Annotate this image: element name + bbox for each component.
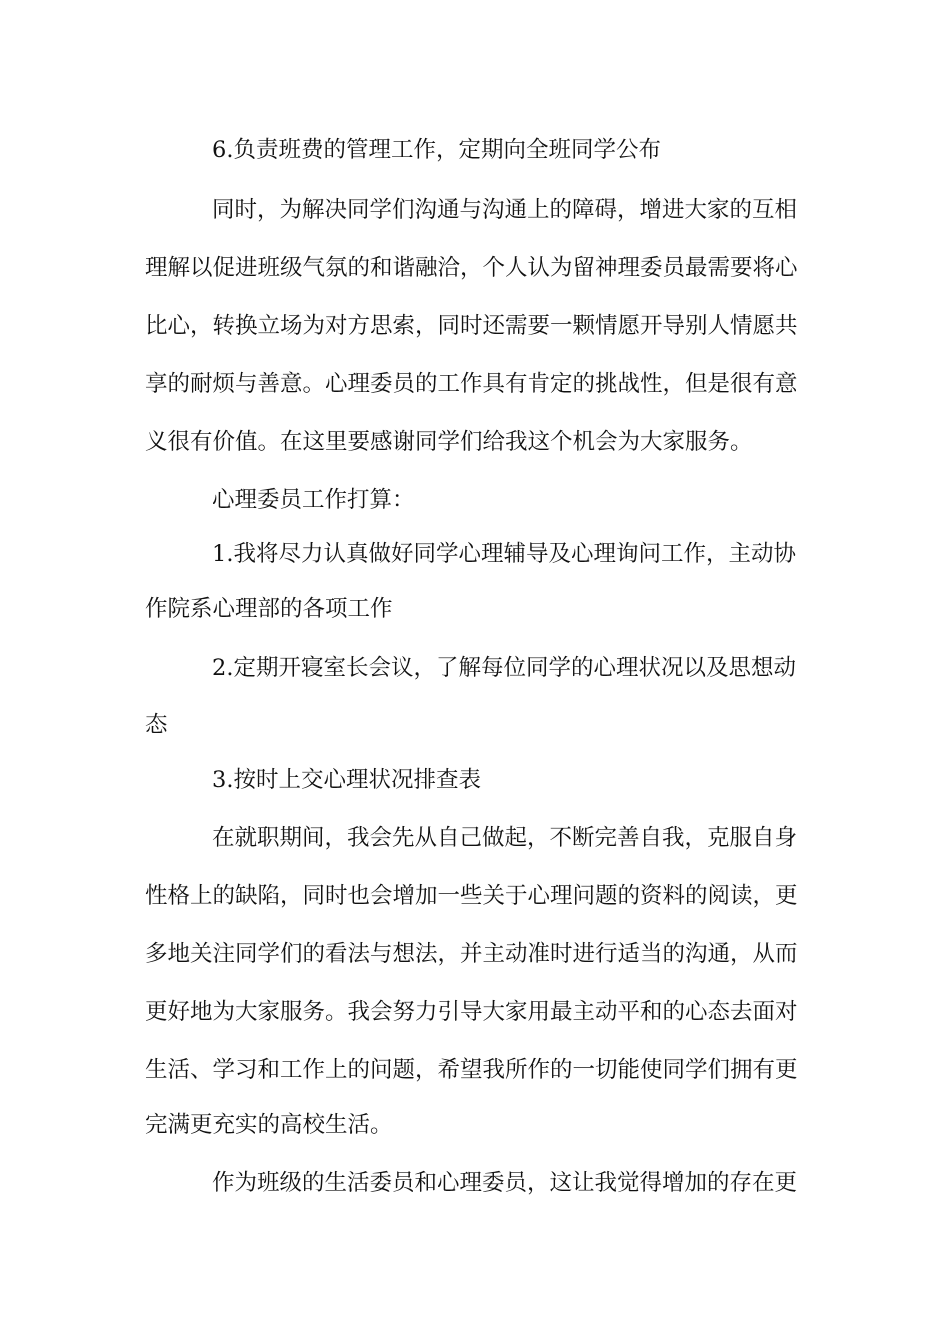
- text-line: 6.负责班费的管理工作，定期向全班同学公布: [212, 137, 661, 163]
- text-line: 同时，为解决同学们沟通与沟通上的障碍，增进大家的互相: [212, 197, 798, 223]
- text-line: 作为班级的生活委员和心理委员，这让我觉得增加的存在更: [212, 1170, 798, 1196]
- text-line: 完满更充实的高校生活。: [145, 1112, 393, 1138]
- text-line: 多地关注同学们的看法与想法，并主动准时进行适当的沟通，从而: [145, 941, 798, 967]
- text-line: 比心，转换立场为对方思索，同时还需要一颗情愿开导别人情愿共: [145, 313, 798, 339]
- text-line: 态: [145, 712, 168, 738]
- text-line: 心理委员工作打算：: [212, 487, 415, 513]
- text-line: 作院系心理部的各项工作: [145, 596, 393, 622]
- text-line: 在就职期间，我会先从自己做起，不断完善自我，克服自身: [212, 825, 798, 851]
- text-line: 义很有价值。在这里要感谢同学们给我这个机会为大家服务。: [145, 429, 753, 455]
- text-line: 1.我将尽力认真做好同学心理辅导及心理询问工作，主动协: [212, 541, 796, 567]
- text-line: 更好地为大家服务。我会努力引导大家用最主动平和的心态去面对: [145, 999, 798, 1025]
- text-line: 性格上的缺陷，同时也会增加一些关于心理问题的资料的阅读，更: [145, 883, 798, 909]
- text-line: 3.按时上交心理状况排查表: [212, 767, 481, 793]
- text-line: 理解以促进班级气氛的和谐融洽，个人认为留神理委员最需要将心: [145, 255, 798, 281]
- text-line: 享的耐烦与善意。心理委员的工作具有肯定的挑战性，但是很有意: [145, 371, 798, 397]
- text-line: 生活、学习和工作上的问题，希望我所作的一切能使同学们拥有更: [145, 1057, 798, 1083]
- text-line: 2.定期开寝室长会议，了解每位同学的心理状况以及思想动: [212, 655, 796, 681]
